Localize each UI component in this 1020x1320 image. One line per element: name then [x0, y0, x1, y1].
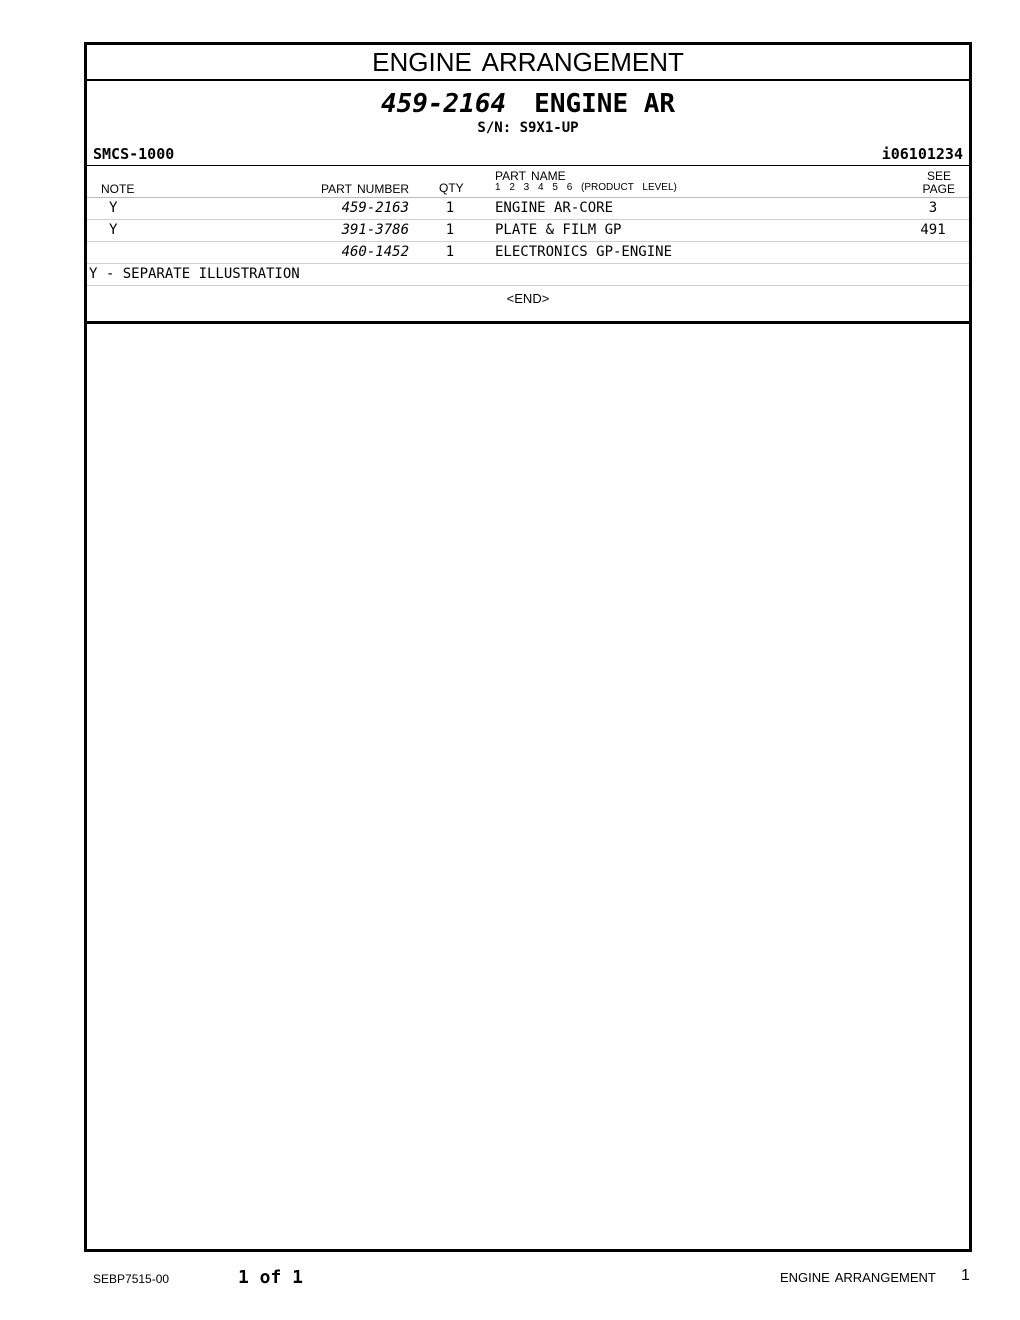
row-qty: 1: [445, 244, 455, 260]
page-footer: [0, 1264, 1020, 1294]
smcs-code: SMCS-1000: [93, 145, 175, 163]
row-see-page[interactable]: 491: [920, 222, 946, 238]
end-marker: <END>: [506, 291, 550, 306]
page-frame: [84, 42, 972, 1252]
group-heading: [87, 89, 969, 119]
group-part-name: ENGINE AR: [534, 89, 676, 119]
note-legend-row: [87, 264, 969, 286]
row-part-number[interactable]: 391-3786: [341, 222, 409, 238]
footer-page-count: 1 of 1: [238, 1267, 304, 1288]
smcs-row: [87, 145, 969, 166]
row-part-name: PLATE & FILM GP: [495, 222, 622, 238]
col-part-number: PART NUMBER: [321, 182, 410, 196]
footer-section-title: ENGINE ARRANGEMENT: [780, 1270, 936, 1285]
footer-page-number: 1: [961, 1267, 970, 1284]
row-qty: 1: [445, 200, 455, 216]
col-part-name: PART NAME: [495, 169, 566, 183]
table-row: [87, 220, 969, 242]
col-see: SEE: [926, 169, 951, 183]
col-qty: QTY: [439, 181, 464, 195]
row-note: Y: [109, 200, 118, 216]
end-row: [87, 286, 969, 324]
row-qty: 1: [445, 222, 455, 238]
note-legend: Y - SEPARATE ILLUSTRATION: [89, 266, 300, 282]
column-headers: [87, 166, 969, 198]
row-part-number[interactable]: 460-1452: [341, 244, 409, 260]
table-row: [87, 242, 969, 264]
group-part-number: 459-2164: [380, 89, 507, 119]
table-row: [87, 198, 969, 220]
col-product-levels: 1 2 3 4 5 6 (PRODUCT LEVEL): [495, 182, 677, 193]
row-part-name: ELECTRONICS GP-ENGINE: [495, 244, 673, 260]
illustration-id: i06101234: [881, 145, 963, 163]
col-page: PAGE: [922, 182, 955, 196]
row-part-number[interactable]: 459-2163: [341, 200, 409, 216]
section-title: ENGINE ARRANGEMENT: [87, 45, 969, 81]
col-note: NOTE: [101, 182, 135, 196]
row-note: Y: [109, 222, 118, 238]
row-see-page[interactable]: 3: [928, 200, 938, 216]
row-part-name: ENGINE AR-CORE: [495, 200, 614, 216]
footer-document-id: SEBP7515-00: [93, 1272, 170, 1286]
serial-number-range: S/N: S9X1-UP: [477, 120, 579, 136]
